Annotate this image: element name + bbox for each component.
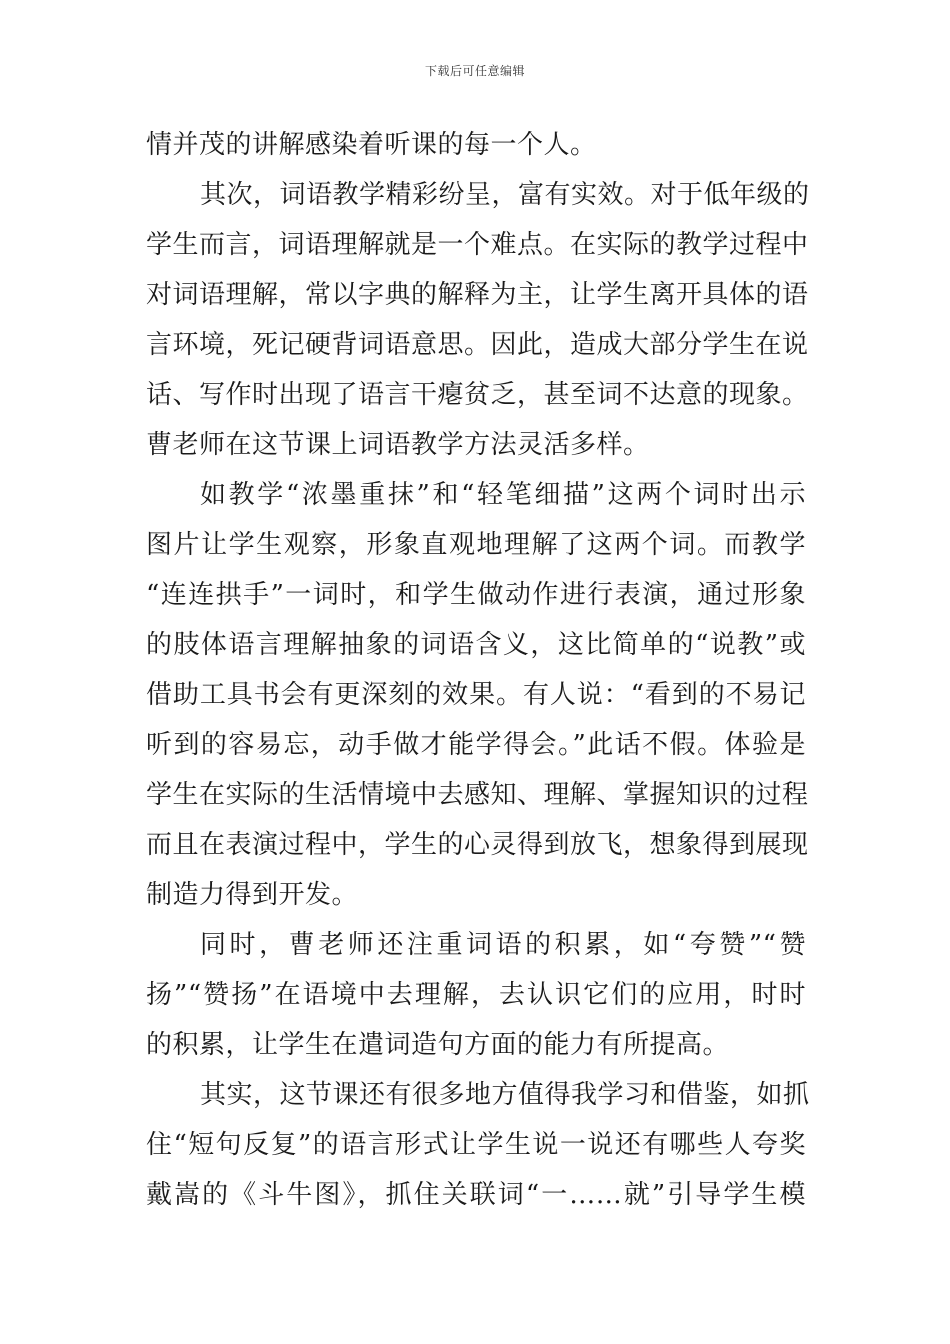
text-line: 学生在实际的生活情境中去感知、理解、掌握知识的过程 — [146, 780, 809, 810]
text-line: 借助工具书会有更深刻的效果。有人说：“看到的不易记 — [146, 680, 806, 710]
paragraph-start-line: 如教学“浓墨重抹”和“轻笔细描”这两个词时出示 — [200, 480, 806, 510]
text-line: 戴嵩的《斗牛图》，抓住关联词“一……就”引导学生模 — [146, 1180, 806, 1210]
page-header: 下载后可任意编辑 — [424, 64, 525, 78]
paragraph-start-line: 其实，这节课还有很多地方值得我学习和借鉴，如抓 — [200, 1080, 810, 1110]
text-line: 的肢体语言理解抽象的词语含义，这比简单的“说教”或 — [146, 630, 806, 660]
text-line: 听到的容易忘，动手做才能学得会。”此话不假。体验是 — [146, 730, 806, 760]
paragraph-start-line: 其次，词语教学精彩纷呈，富有实效。对于低年级的 — [200, 180, 810, 210]
text-line: 的积累，让学生在遣词造句方面的能力有所提高。 — [146, 1030, 730, 1060]
text-line: 对词语理解，常以字典的解释为主，让学生离开具体的语 — [146, 280, 809, 310]
text-line: 情并茂的讲解感染着听课的每一个人。 — [146, 130, 597, 160]
text-line: 住“短句反复”的语言形式让学生说一说还有哪些人夸奖 — [146, 1130, 806, 1160]
document-body — [146, 120, 810, 1220]
text-line: 曹老师在这节课上词语教学方法灵活多样。 — [146, 430, 650, 460]
paragraph-start-line: 同时，曹老师还注重词语的积累，如“夸赞”“赞 — [200, 930, 806, 960]
text-line: “连连拱手”一词时，和学生做动作进行表演，通过形象 — [146, 580, 806, 610]
text-line: 言环境，死记硬背词语意思。因此，造成大部分学生在说 — [146, 330, 809, 360]
text-line: 话、写作时出现了语言干瘪贫乏，甚至词不达意的现象。 — [146, 380, 809, 410]
text-line: 学生而言，词语理解就是一个难点。在实际的教学过程中 — [146, 230, 809, 260]
text-line: 扬”“赞扬”在语境中去理解，去认识它们的应用，时时 — [146, 980, 806, 1010]
text-line: 图片让学生观察，形象直观地理解了这两个词。而教学 — [146, 530, 806, 560]
text-line: 而且在表演过程中，学生的心灵得到放飞，想象得到展现 — [146, 830, 809, 860]
text-line: 制造力得到开发。 — [146, 880, 359, 910]
